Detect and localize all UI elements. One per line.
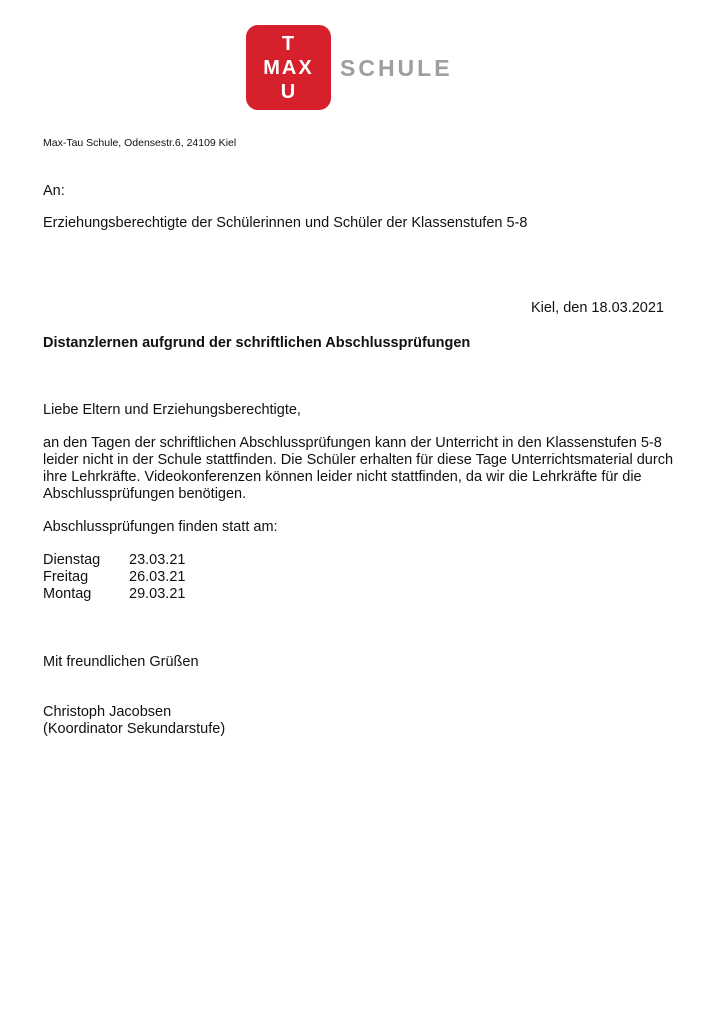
- letter-date: Kiel, den 18.03.2021: [530, 300, 664, 316]
- logo-mark: [246, 25, 331, 110]
- logo-letter-top: T: [281, 33, 296, 55]
- exam-day: Freitag: [43, 569, 89, 585]
- exam-day: Montag: [43, 586, 92, 602]
- logo-letters-middle: MAX: [263, 57, 314, 79]
- exam-dates-intro: Abschlussprüfungen finden statt am:: [43, 519, 278, 535]
- recipient-label: An:: [43, 183, 65, 199]
- signature-role: (Koordinator Sekundarstufe): [43, 721, 226, 737]
- body-line: leider nicht in der Schule stattfinden. Die Schüler erhalten für diese Tage Unterrichtsmaterial durch: [43, 452, 674, 468]
- exam-date: 29.03.21: [129, 586, 186, 602]
- recipient-name: Erziehungsberechtigte der Schülerinnen und Schüler der Klassenstufen 5-8: [43, 215, 528, 231]
- exam-date: 26.03.21: [129, 569, 186, 585]
- exam-date-row: [43, 552, 185, 569]
- exam-dates-list: [43, 552, 185, 603]
- signature-name: Christoph Jacobsen: [43, 704, 172, 720]
- school-logo: [246, 25, 453, 110]
- salutation: Liebe Eltern und Erziehungsberechtigte,: [43, 402, 301, 418]
- letter-subject: Distanzlernen aufgrund der schriftlichen Abschlussprüfungen: [43, 335, 471, 351]
- body-line: Abschlussprüfungen benötigen.: [43, 486, 247, 502]
- exam-date-row: [43, 586, 185, 603]
- exam-day: Dienstag: [43, 552, 101, 568]
- exam-date: 23.03.21: [129, 552, 186, 568]
- body-line: an den Tagen der schriftlichen Abschlussprüfungen kann der Unterricht in den Klassenstufen 5-8: [43, 435, 662, 451]
- logo-wordmark: SCHULE: [340, 55, 453, 81]
- body-paragraph: [43, 435, 673, 503]
- body-line: ihre Lehrkräfte. Videokonferenzen können leider nicht stattfinden, da wir die Lehrkräfte für die: [43, 469, 642, 485]
- logo-letter-bottom: U: [280, 81, 297, 103]
- exam-date-row: [43, 569, 185, 586]
- sender-address-line: Max-Tau Schule, Odensestr.6, 24109 Kiel: [43, 137, 237, 149]
- closing-phrase: Mit freundlichen Grüßen: [43, 654, 199, 670]
